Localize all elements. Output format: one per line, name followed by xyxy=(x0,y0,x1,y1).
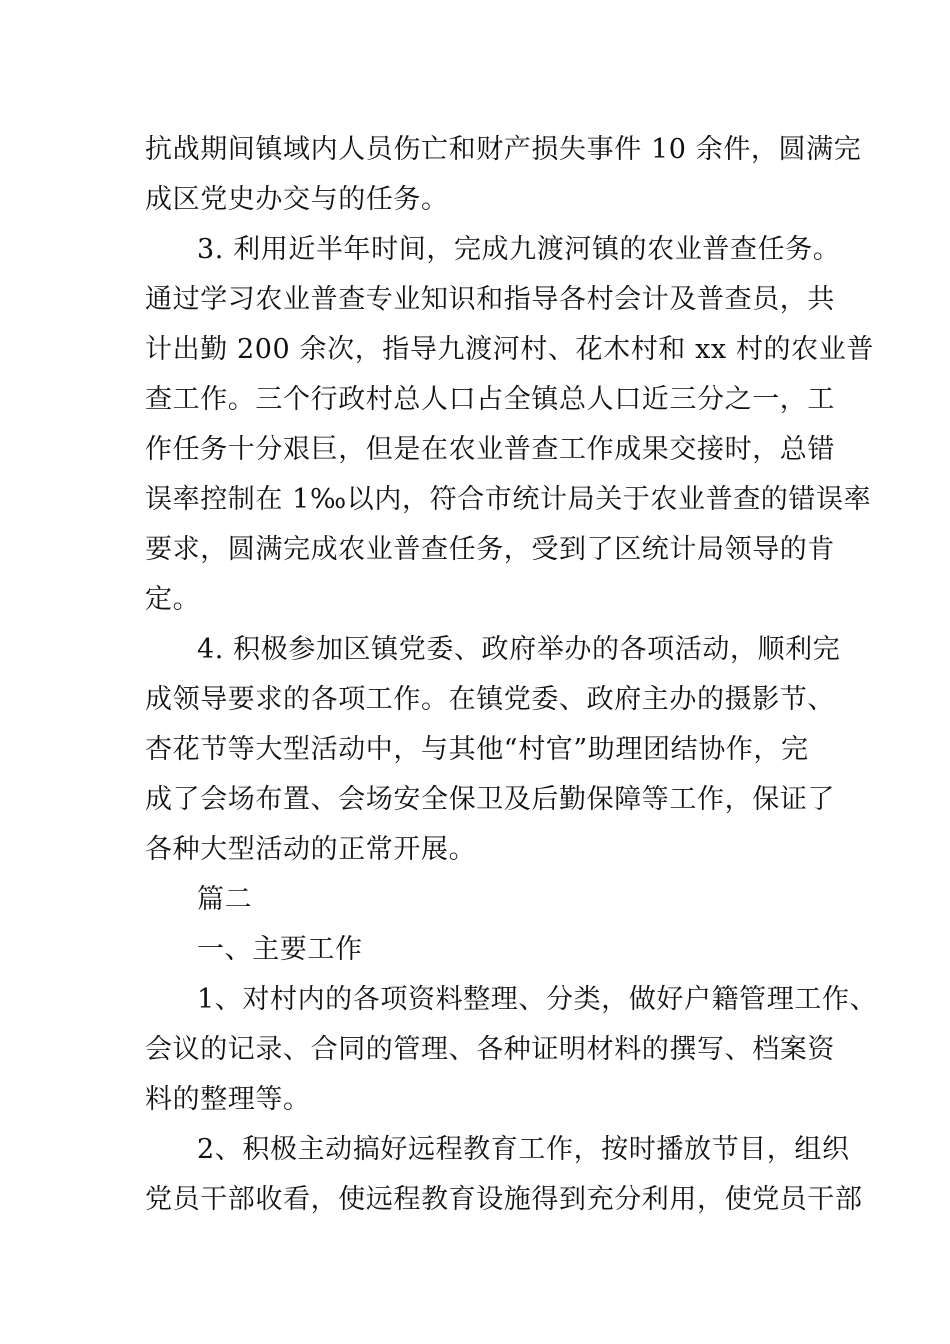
text-line: 定。 xyxy=(145,584,201,615)
text-line: 成了会场布置、会场安全保卫及后勤保障等工作，保证了 xyxy=(145,784,835,815)
text-line: 2、积极主动搞好远程教育工作，按时播放节目，组织 xyxy=(197,1134,850,1165)
text-line: 会议的记录、合同的管理、各种证明材料的撰写、档案资 xyxy=(145,1034,835,1065)
text-line: 要求，圆满完成农业普查任务，受到了区统计局领导的肯 xyxy=(145,534,835,565)
text-line: 4. 积极参加区镇党委、政府举办的各项活动，顺利完 xyxy=(197,634,841,665)
text-line: 各种大型活动的正常开展。 xyxy=(145,834,477,865)
text-line: 作任务十分艰巨，但是在农业普查工作成果交接时，总错 xyxy=(145,434,835,465)
text-line: 误率控制在 1‰以内，符合市统计局关于农业普查的错误率 xyxy=(145,484,872,515)
section-heading: 篇二 xyxy=(197,884,253,915)
text-line: 成领导要求的各项工作。在镇党委、政府主办的摄影节、 xyxy=(145,684,835,715)
text-line: 党员干部收看，使远程教育设施得到充分利用，使党员干部 xyxy=(145,1184,863,1215)
text-line: 成区党史办交与的任务。 xyxy=(145,184,449,215)
text-line: 通过学习农业普查专业知识和指导各村会计及普查员，共 xyxy=(145,284,835,315)
text-line: 抗战期间镇域内人员伤亡和财产损失事件 10 余件，圆满完 xyxy=(145,134,862,165)
text-line: 3. 利用近半年时间，完成九渡河镇的农业普查任务。 xyxy=(197,234,841,265)
text-line: 查工作。三个行政村总人口占全镇总人口近三分之一，工 xyxy=(145,384,835,415)
text-line: 计出勤 200 余次，指导九渡河村、花木村和 xx 村的农业普 xyxy=(145,334,874,365)
section-heading: 一、主要工作 xyxy=(197,934,363,965)
text-line: 料的整理等。 xyxy=(145,1084,311,1115)
text-line: 杏花节等大型活动中，与其他“村官”助理团结协作，完 xyxy=(145,734,809,765)
text-line: 1、对村内的各项资料整理、分类，做好户籍管理工作、 xyxy=(197,984,878,1015)
